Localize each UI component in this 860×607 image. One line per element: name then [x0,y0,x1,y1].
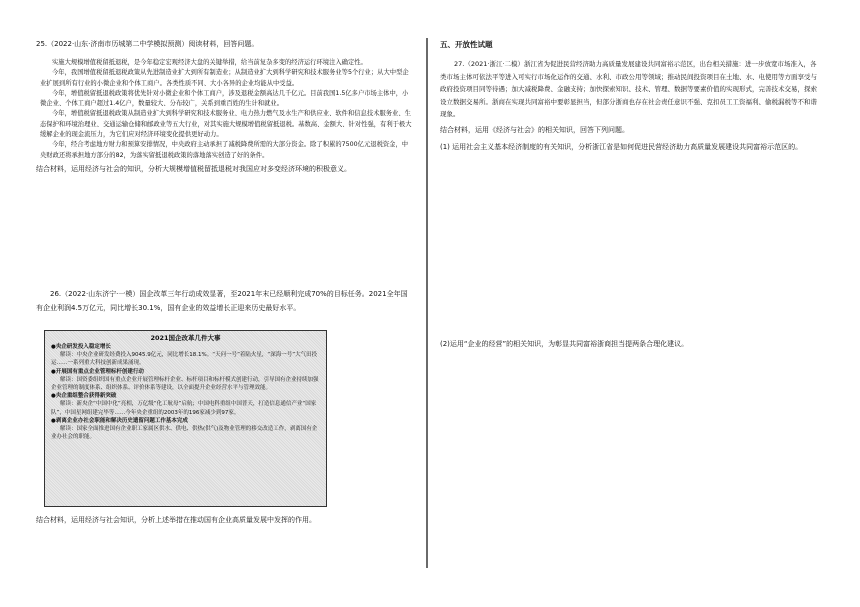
box-item-body: 解读：新央企“中国中化”亮相，万亿级“化工航母”启航；中国电科重组中国普天，打造信息通信产业“国家队”，中国星网组建完毕等……今年央企重组的2003年的196家减少到97家。 [51,401,317,416]
section-title: 五、开放性试题 [440,40,493,49]
question-26-intro: 26.（2022·山东济宁·一模）国企改革三年行动成效显著，至2021年末已经顺利完成70%的目标任务。2021全年国有企业利润4.5万亿元，同比增长30.1%，国有企业的效益增长正迎来历史最好水平。 [36,290,408,312]
bullet-icon: ● [51,368,56,375]
question-27-part2 [440,338,822,352]
box-item [45,343,326,368]
column-divider [426,38,428,568]
question-25-material [40,58,412,161]
right-column [440,38,822,155]
question-25-prompt: 结合材料，运用经济与社会的知识，分析大规模增值税留抵退税对我国应对多变经济环境的积极意义。 [36,164,351,173]
box-item-body: 解读：国家全面推进国有企业职工家属区供水、供电、供热(供气)及物业管理的移交改造工作，剥离国有企业办社会的职能。 [51,426,318,441]
box-item-body: 解读：中央企业研发经费投入9045.9亿元，同比增长18.1%。“天问一号”着陆火星，“深海一号”大气田投运……一系列重大科技创新成果涌现。 [51,352,318,367]
question-26 [36,288,412,315]
material-paragraph: 今年，增值税留抵退税政策将优先针对小微企业和个体工商户，涉及退税金额高达几千亿元。目前我国1.5亿多户市场主体中，小微企业、个体工商户超过1.4亿户，数量较大、分布较广，关系到重百姓的生计和就业。 [40,89,409,108]
question-26-footer [36,514,412,528]
box-item [45,392,326,417]
box-item-title: 剥离企业办社会职能和解决历史遗留问题工作基本完成 [55,417,188,424]
material-paragraph: 实施大规模增值税留抵退税，是今年稳定宏观经济大盘的关键举措，给当前复杂多变的经济运行环境注入确定性。 [52,59,367,66]
question-27-material: 27.（2021·浙江·二模）浙江省为促进民营经济助力高质量发展建设共同富裕示范区，出台相关措施：进一步放宽市场准入，各类市场主体可依法平等进入可实行市场化运作的交通、水利、市政公用等领域；推动民间投资项目在土地、水、电使用等方面享受与政府投资项目同等待遇；加大减税降费、金融支持；加快探索知识、技术、管理、数据等要素价值的实现形式，完善技术交易，探索设立数据交易所。浙商在实现共同富裕中要彰显担当，但部分浙商也存在社会责任意识不强、克扣员工工资福利、偷税漏税等不和谐现象。 [440,60,817,118]
bullet-icon: ● [51,417,56,424]
question-25-header: 25.（2022·山东·济南市历城第二中学模拟预测）阅读材料，回答问题。 [36,40,259,48]
box-title: 2021国企改革几件大事 [150,334,221,342]
question-26-prompt: 结合材料，运用经济与社会知识，分析上述举措在推动国有企业高质量发展中发挥的作用。 [36,516,316,524]
material-paragraph: 今年，增值税留抵退税政策从制造业扩大到科学研究和技术服务业、电力热力燃气及水生产和供应业、软件和信息技术服务业、生态保护和环境治理业、交通运输仓储和邮政业等五大行业，对其实施大规模增值税留抵退税。基数高、金额大、针对性强，有利于极大缓解企业的现金流压力，为它们应对经济环境变化提供更好动力。 [40,110,412,139]
question-27-sub2: (2)运用“企业的经营”的相关知识，为彰显共同富裕浙商担当提两条合理化建议。 [440,340,689,348]
box-item [45,417,326,442]
box-item [45,368,326,393]
reform-events-box [44,330,327,507]
bullet-icon: ● [51,393,56,400]
material-paragraph: 今年，我国增值税留抵退税政策从先进制造业扩大到所有制造业；从制造业扩大到科学研究和技术服务业等5个行业；从大中型企业扩展到所有行业的小微企业和个体工商户。各类性质不同、大小各异的企业均能从中受益。 [40,69,409,87]
question-27-instruction: 结合材料，运用《经济与社会》的相关知识，回答下列问题。 [440,125,629,134]
box-item-title: 央企重组整合获得新突破 [55,393,117,400]
material-paragraph: 今年，经合考虑地方财力和预算安排情况，中央政府主动承担了减税降费所需的大部分资金。除了积累的7500亿元退税资金，中央财政还将承担地方部分的82，为落实留抵退税政策的落地落实创造了好的条件。 [40,141,409,159]
box-item-title: 央企研发投入稳定增长 [55,344,111,350]
box-item-title: 开展国有重点企业管理标杆创建行动 [55,368,144,375]
left-column [36,38,412,176]
question-27-sub1: (1) 运用社会主义基本经济制度的有关知识，分析浙江省是如何促进民营经济助力高质量发展建设共同富裕示范区的。 [440,143,803,151]
bullet-icon: ● [51,344,56,350]
box-item-body: 解读：国资委组织国有重点企业开展管理标杆企业、标杆项目和标杆模式创建行动，引导国有企业持续加强企业管理的制度体系、组织体系、评价体系等建设，以全面提升企业经营水平与管理效能。 [51,376,319,392]
